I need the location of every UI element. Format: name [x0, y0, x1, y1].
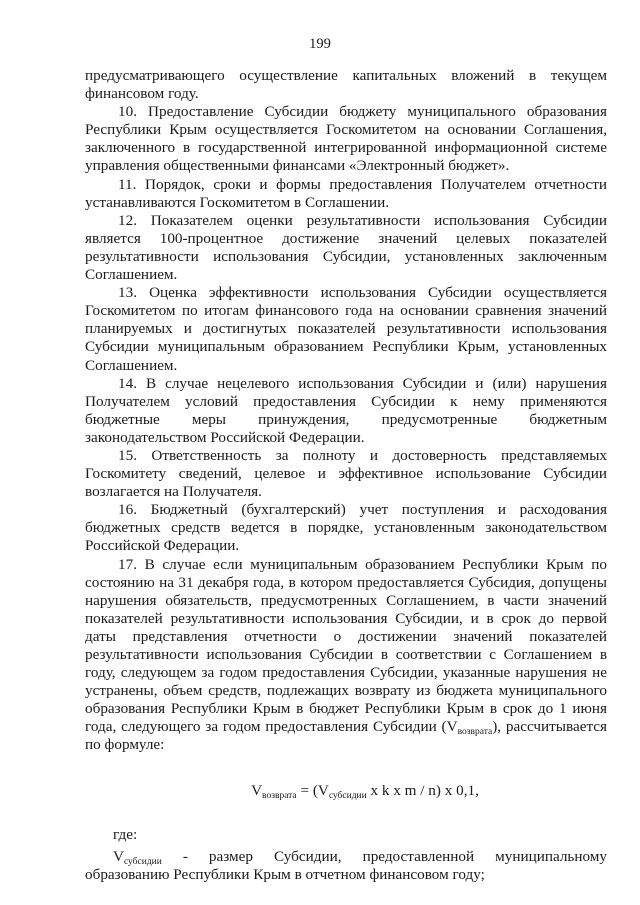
definition-text: - размер Субсидии, предоставленной муниципальному образованию Республики Крым в отчетном финансовом году;: [85, 847, 607, 883]
formula-v-subscript: возврата: [262, 790, 297, 801]
definition-v: V: [113, 847, 124, 865]
definition-subsidy: [85, 848, 607, 884]
paragraph-17: [85, 556, 607, 755]
paragraph-17-subscript: возврата: [457, 727, 493, 738]
page-number: 199: [309, 36, 331, 52]
formula-tail: x k x m / n) x 0,1,: [366, 781, 479, 799]
paragraph-16: 16. Бюджетный (бухгалтерский) учет поступления и расходования бюджетных средств ведется в порядке, установленным законодательством Российской Федерации.: [85, 501, 607, 555]
formula: [123, 782, 607, 800]
paragraph-17-end: ), рассчитывается по формуле:: [85, 718, 607, 754]
paragraph-10: 10. Предоставление Субсидии бюджету муниципального образования Республики Крым осуществляется Госкомитетом на основании Соглашения, заключенного в государственной интегрированной информационной системе управления общественными финансами «Электронный бюджет».: [85, 103, 607, 175]
paragraph-14: 14. В случае нецелевого использования Субсидии и (или) нарушения Получателем условий предоставления Субсидии к нему применяются бюджетные меры принуждения, предусмотренные бюджетным законодательством Российской Федерации.: [85, 374, 607, 446]
definition-subscript: субсидии: [123, 856, 162, 867]
paragraph-11: 11. Порядок, сроки и формы предоставления Получателем отчетности устанавливаются Госкомитетом в Соглашении.: [85, 175, 607, 211]
formula-subsidy-subscript: субсидии: [328, 790, 367, 801]
paragraph-15: 15. Ответственность за полноту и достоверность представляемых Госкомитету сведений, целевое и эффективное использование Субсидии возлагается на Получателя.: [85, 446, 607, 501]
paragraph-13: 13. Оценка эффективности использования Субсидии осуществляется Госкомитетом по итогам финансового года на основании сравнения значений планируемых и достигнутых показателей результативности использования Субсидии муниципальным образованием Республики Крым, установленных Соглашением.: [85, 284, 607, 374]
formula-v: V: [251, 781, 263, 799]
formula-mid: = (V: [296, 781, 329, 799]
paragraph-12: 12. Показателем оценки результативности использования Субсидии является 100-процентное достижение значений целевых показателей результативности использования Субсидии, установленных заключенным Соглашением.: [85, 211, 607, 284]
paragraph-17-main: 17. В случае если муниципальным образованием Республики Крым по состоянию на 31 декабря года, в котором предоставляется Субсидия, допущены нарушения обязательств, предусмотренных Соглашением, в части значений показателей результативности использования Субсидии, и в срок до первой даты представления отчетности о достижении значений показателей результативности использования Субсидии в соответствии с Соглашением в году, следующем за годом предоставления Субсидии, указанные нарушения не устранены, объем средств, подлежащих возврату из бюджета муниципального образования Республики Крым в бюджет Республики Крым в срок до 1 июня года, следующего за годом предоставления Субсидии (V: [85, 555, 607, 736]
where-label: где:: [113, 825, 138, 843]
document-body: [85, 67, 607, 884]
paragraph-continuation: предусматривающего осуществление капитальных вложений в текущем финансовом году.: [85, 67, 607, 103]
